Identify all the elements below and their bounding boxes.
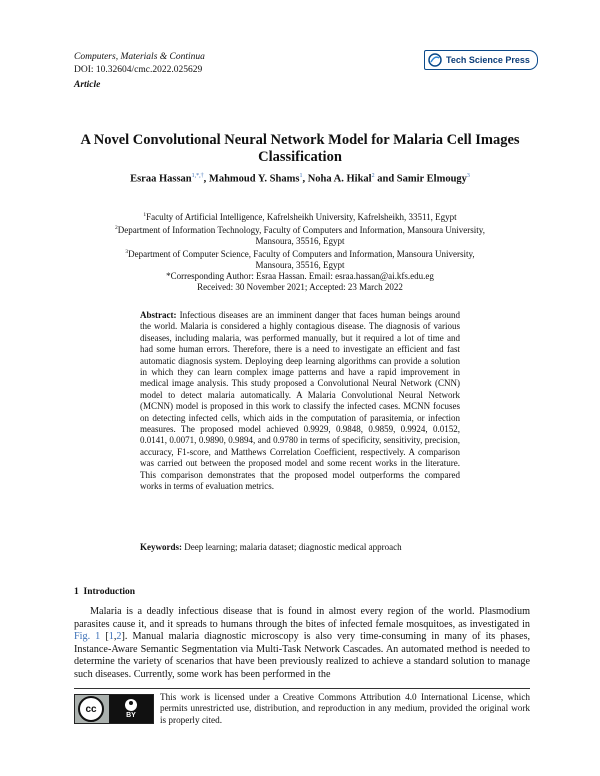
author-name: Mahmoud Y. Shams [208,173,300,185]
author-sup: 2 [371,173,375,179]
author-list: Esraa Hassan$^{1,*,\dagger}$, Mahmoud Y. Shams$^1$, Noha A. Hikal$^2$ and Samir Elmougy$^3$ [130,173,470,185]
keywords-label: Keywords: [140,542,182,552]
affiliation-sup: 1 [143,212,147,218]
citation-link[interactable]: 2 [116,631,122,642]
by-icon [109,695,153,723]
journal-name: Computers, Materials & Continua [74,52,205,62]
keywords [140,542,480,552]
affiliation [110,210,490,223]
section-heading [74,587,135,597]
cc-by-badge[interactable] [74,694,154,724]
affiliation-text: Department of Computer Science, Faculty of Computers and Information, Mansoura University, Mansoura, 35516, Egypt [128,249,475,270]
affiliation-text: Faculty of Artificial Intelligence, Kafrelsheikh University, Kafrelsheikh, 33511, Egypt [146,212,457,222]
doi[interactable]: DOI: 10.32604/cmc.2022.025629 [74,65,203,75]
footer-divider [74,688,530,689]
corresponding-author: *Corresponding Author: Esraa Hassan. Email: esraa.hassan@ai.kfs.edu.eg [166,271,434,281]
author-sup: 3 [466,173,470,179]
affiliation [110,247,490,271]
abstract-text: Infectious diseases are an imminent danger that faces human beings around the world. Malaria is considered a highly contagious disease. The diagnosis of various diseases, including malaria, was performed manually, but it required a lot of time and had some human errors. Therefore, there is a need to investigate an efficient and fast automatic diagnosis system. Deploying deep learning algorithms can provide a solution in which they can learn complex image patterns and have a rapid improvement in medical image analysis. This study proposed a Convolutional Neural Network (CNN) model to detect malaria automatically. A Malaria Convolutional Neural Network (MCNN) model is proposed in this work to classify the infected cases. MCNN focuses on detecting infected cells, which aids in the computation of parasitemia, or infection measures. The proposed model achieved 0.9929, 0.9848, 0.9859, 0.9924, 0.0152, 0.0141, 0.0071, 0.9890, 0.9894, and 0.9780 in terms of specificity, sensitivity, precision, accuracy, F1-score, and Matthews Correlation Coefficient, respectively. A comparison was carried out between the proposed model and some recent works in the literature. This comparison demonstrates that the proposed model outperforms the compared works in terms of evaluation metrics. [140,310,461,492]
affiliation-sup: 3 [125,249,129,255]
license-text: This work is licensed under a Creative Commons Attribution 4.0 International License, which permits unrestricted use, distribution, and reproduction in any medium, provided the original work is properly cited. [160,692,530,725]
cc-icon: cc [78,696,104,722]
intro-text: Malaria is a deadly infectious disease that is found in almost every region of the world. Plasmodium parasites cause it, and it spreads to humans through the bites of infected female mosquitoes, as investigated in [74,606,530,630]
affiliation [110,223,490,247]
author-name: Noha A. Hikal [307,173,372,185]
article-type: Article [74,80,101,90]
keywords-text: Deep learning; malaria dataset; diagnostic medical approach [184,542,402,552]
intro-text: ]. Manual malaria diagnostic microscopy is also very time-consuming in many of its phases, Instance-Aware Semantic Segmentation via Multi-Task Network Cascades. An automated method is needed to determine the variety of scenarios that have been previously realized to achieve a standard solution to manage such diseases. Currently, some work has been performed in the [74,631,530,680]
author-sup: 1 [299,173,303,179]
author-sup: 1,*,† [191,173,204,179]
by-label: BY [126,712,136,719]
intro-text: [ [100,631,109,642]
section-title: Introduction [83,587,136,597]
abstract [140,310,460,493]
section-number: 1 [74,587,79,597]
intro-paragraph [74,606,530,681]
author-name: Samir Elmougy [396,173,467,185]
affiliation-sup: 2 [115,225,118,231]
affiliation-text: Department of Information Technology, Faculty of Computers and Information, Mansoura University, Mansoura, 35516, Egypt [117,225,485,246]
dates: Received: 30 November 2021; Accepted: 23 March 2022 [197,282,403,292]
publisher-name: Tech Science Press [446,55,530,65]
affiliations [110,210,490,293]
publisher-icon [428,53,442,67]
citation-link[interactable]: 1 [108,631,114,642]
publisher-logo [424,50,538,70]
person-icon [125,699,137,711]
figure-link[interactable]: Fig. 1 [74,631,101,642]
intro-text: , [113,631,117,642]
author-name: Esraa Hassan [130,173,192,185]
abstract-label: Abstract: [140,310,177,320]
paper-title: A Novel Convolutional Neural Network Model for Malaria Cell Images Classification [80,132,520,165]
